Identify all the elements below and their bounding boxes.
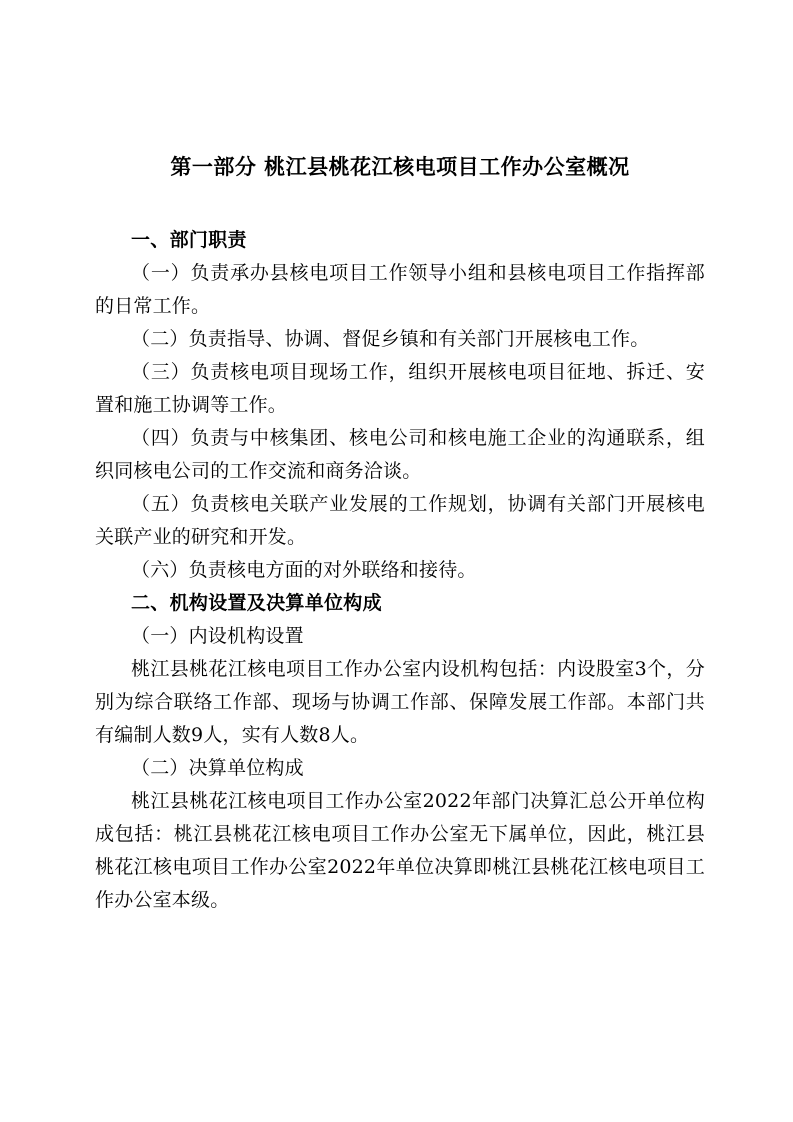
- paragraph-duty-6: （六）负责核电方面的对外联络和接待。: [131, 559, 477, 581]
- section-heading-duties: 一、部门职责: [131, 229, 247, 251]
- page-title: 第一部分 桃江县桃花江核电项目工作办公室概况: [170, 155, 630, 179]
- paragraph-duty-1: （一）负责承办县核电项目工作领导小组和县核电项目工作指挥部的日常工作。: [95, 262, 705, 317]
- paragraph-duty-2: （二）负责指导、协调、督促乡镇和有关部门开展核电工作。: [131, 328, 650, 350]
- subsection-unit-composition: （二）决算单位构成: [131, 757, 304, 779]
- paragraph-unit-composition-body: 桃江县桃花江核电项目工作办公室2022年部门决算汇总公开单位构成包括：桃江县桃花江核电项目工作办公室无下属单位，因此，桃江县桃花江核电项目工作办公室2022年单位决算即桃江县桃花江核电项目工作办公室本级。: [95, 790, 705, 911]
- paragraph-duty-3: （三）负责核电项目现场工作，组织开展核电项目征地、拆迁、安置和施工协调等工作。: [95, 361, 705, 416]
- subsection-internal-structure: （一）内设机构设置: [131, 625, 304, 647]
- section-heading-structure: 二、机构设置及决算单位构成: [131, 592, 382, 614]
- paragraph-internal-structure-body: 桃江县桃花江核电项目工作办公室内设机构包括：内设股室3个，分别为综合联络工作部、现场与协调工作部、保障发展工作部。本部门共有编制人数9人，实有人数8人。: [95, 658, 705, 746]
- document-body: [95, 150, 705, 917]
- paragraph-duty-4: （四）负责与中核集团、核电公司和核电施工企业的沟通联系，组织同核电公司的工作交流和商务洽谈。: [95, 427, 705, 482]
- paragraph-duty-5: （五）负责核电关联产业发展的工作规划，协调有关部门开展核电关联产业的研究和开发。: [95, 493, 705, 548]
